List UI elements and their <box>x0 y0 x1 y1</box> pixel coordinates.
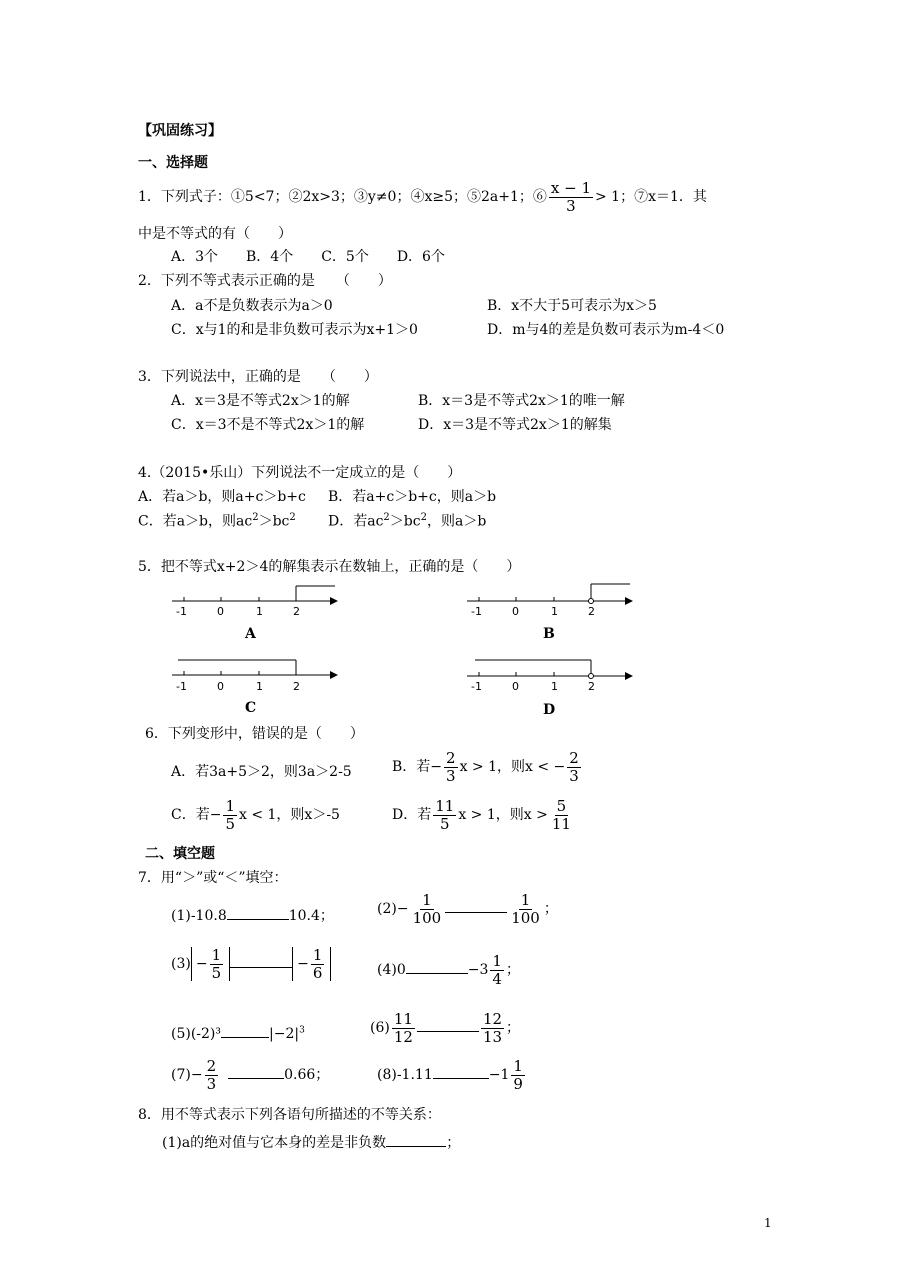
fraction: $\frac{1}{9}$ <box>513 1057 523 1093</box>
q2-stem: 2．下列不等式表示正确的是 （ ） <box>138 273 392 289</box>
tick-label: 2 <box>588 605 595 618</box>
q3-option-a: A．x＝3是不等式2x＞1的解 <box>171 393 350 409</box>
tick-label: 1 <box>256 605 263 618</box>
q1-fraction: $\frac{x - 1}{3}$ <box>550 179 591 215</box>
tick-label: -1 <box>471 680 482 693</box>
q4-stem: 4.（2015•乐山）下列说法不一定成立的是（ ） <box>138 465 462 481</box>
numberline-a <box>170 580 345 620</box>
tick-label: 2 <box>293 680 300 693</box>
q8-item-1: (1)a的绝对值与它本身的差是非负数 ； <box>162 1135 461 1151</box>
q3-option-b: B．x＝3是不等式2x＞1的唯一解 <box>418 393 625 409</box>
q3-option-d: D．x＝3是不等式2x＞1的解集 <box>418 417 612 433</box>
tick-label: 0 <box>217 605 224 618</box>
answer-blank[interactable] <box>228 1066 284 1079</box>
numberline-c <box>170 652 345 694</box>
q7-item-5: (5)(-2)³ $|-2|^3$ <box>171 1025 305 1042</box>
answer-blank[interactable] <box>406 961 468 974</box>
q1-line1 <box>138 180 707 214</box>
tick-label: 1 <box>551 680 558 693</box>
q3-stem: 3．下列说法中，正确的是 （ ） <box>138 369 378 385</box>
tick-label: 0 <box>512 605 519 618</box>
fraction: $\frac{1}{100}$ <box>412 891 442 927</box>
numberline-b <box>465 578 640 620</box>
q6-option-d: D．若 $\frac{11}{5}$ x > 1，则x > $\frac{5}{11}$ <box>392 797 571 833</box>
fraction: $\frac{1}{6}$ <box>312 946 323 982</box>
numberline-label-d: D <box>543 702 556 718</box>
q2-option-c: C．x与1的和是非负数可表示为x+1＞0 <box>171 322 418 338</box>
tick-label: 2 <box>588 680 595 693</box>
page-number: 1 <box>764 1216 772 1230</box>
q6-stem: 6．下列变形中，错误的是（ ） <box>145 726 364 742</box>
q1-line2: 中是不等式的有（ ） <box>138 226 292 242</box>
tick-label: 0 <box>217 680 224 693</box>
q4-option-a: A．若a＞b，则a+c＞b+c <box>138 489 306 505</box>
fraction: $\frac{12}{13}$ <box>482 1010 503 1046</box>
tick-label: 0 <box>512 680 519 693</box>
fraction: $\frac{1}{5}$ <box>225 797 235 833</box>
fraction: $\frac{1}{100}$ <box>511 891 540 927</box>
tick-label: -1 <box>176 680 187 693</box>
q2-option-d: D．m与4的差是负数可表示为m-4＜0 <box>487 322 725 338</box>
q4-option-d: D．若$ac^2>bc^2$，则a＞b <box>328 512 487 530</box>
q7-item-4: (4)0 −3 $\frac{1}{4}$ ； <box>377 952 520 988</box>
fraction: $\frac{2}{3}$ <box>206 1057 217 1093</box>
tick-label: 2 <box>293 605 300 618</box>
part1-heading: 一、选择题 <box>138 155 208 171</box>
q6-option-a: A．若3a+5＞2，则3a＞2-5 <box>171 764 352 780</box>
q1-options: A．3个 B．4个 C．5个 D．6个 <box>171 249 445 265</box>
section-title: 【巩固练习】 <box>138 123 222 139</box>
q5-stem: 5．把不等式x+2＞4的解集表示在数轴上，正确的是（ ） <box>138 559 521 575</box>
q3-option-c: C．x＝3不是不等式2x＞1的解 <box>171 417 365 433</box>
q2-option-b: B．x不大于5可表示为x＞5 <box>487 298 657 314</box>
fraction: $\frac{11}{5}$ <box>435 797 455 833</box>
answer-blank[interactable] <box>445 900 507 913</box>
fraction: $\frac{1}{5}$ <box>211 946 222 982</box>
fraction: $\frac{2}{3}$ <box>569 749 579 785</box>
q2-option-a: A．a不是负数表示为a＞0 <box>171 298 333 314</box>
numberline-d <box>465 652 640 694</box>
answer-blank[interactable] <box>417 1019 479 1032</box>
q6-option-c: C．若− $\frac{1}{5}$ x < 1，则x＞-5 <box>171 797 340 833</box>
absolute-value: − $\frac{1}{6}$ <box>292 947 331 981</box>
q7-item-8: (8)-1.11 −1 $\frac{1}{9}$ <box>377 1057 523 1093</box>
part2-heading: 二、填空题 <box>145 846 215 862</box>
q4-option-c: C．若a＞b，则$ac^2>bc^2$ <box>138 512 296 530</box>
tick-label: 1 <box>256 680 263 693</box>
answer-blank[interactable] <box>221 1025 269 1038</box>
q8-stem: 8．用不等式表示下列各语句所描述的不等关系： <box>138 1107 441 1123</box>
numberline-label-b: B <box>543 626 555 642</box>
fraction: $\frac{5}{11}$ <box>551 797 571 833</box>
q7-item-3: (3) − $\frac{1}{5}$ − $\frac{1}{6}$ <box>171 947 331 981</box>
fraction: $\frac{11}{12}$ <box>393 1010 413 1046</box>
answer-blank[interactable] <box>386 1134 446 1147</box>
tick-label: -1 <box>471 605 482 618</box>
q1-text-pre: 1．下列式子：①5<7；②2x>3；③y≠0；④x≥5；⑤2a+1；⑥ <box>138 189 547 205</box>
q4-option-b: B．若a+c＞b+c，则a＞b <box>328 489 497 505</box>
fraction: $\frac{2}{3}$ <box>446 749 456 785</box>
q7-stem: 7．用“＞”或“＜”填空： <box>138 870 288 886</box>
tick-label: -1 <box>176 605 187 618</box>
q7-item-6: (6) $\frac{11}{12}$ $\frac{12}{13}$ ； <box>370 1010 521 1046</box>
absolute-value: − $\frac{1}{5}$ <box>191 947 230 981</box>
answer-blank[interactable] <box>433 1066 489 1079</box>
q7-item-1: (1)-10.8 10.4； <box>171 908 334 924</box>
answer-blank[interactable] <box>227 907 289 920</box>
q6-option-b: B．若− $\frac{2}{3}$ x > 1，则x < − $\frac{2}{3}$ <box>392 749 579 785</box>
fraction: $\frac{1}{4}$ <box>492 952 502 988</box>
tick-label: 1 <box>551 605 558 618</box>
q7-item-7: (7)− $\frac{2}{3}$ 0.66； <box>171 1057 330 1093</box>
answer-blank[interactable] <box>230 955 292 968</box>
numberline-label-c: C <box>245 700 257 716</box>
numberline-label-a: A <box>245 626 256 642</box>
q7-item-2: (2)− $\frac{1}{100}$ $\frac{1}{100}$ ； <box>377 891 558 927</box>
q1-text-post: > 1；⑦x＝1．其 <box>594 189 707 205</box>
